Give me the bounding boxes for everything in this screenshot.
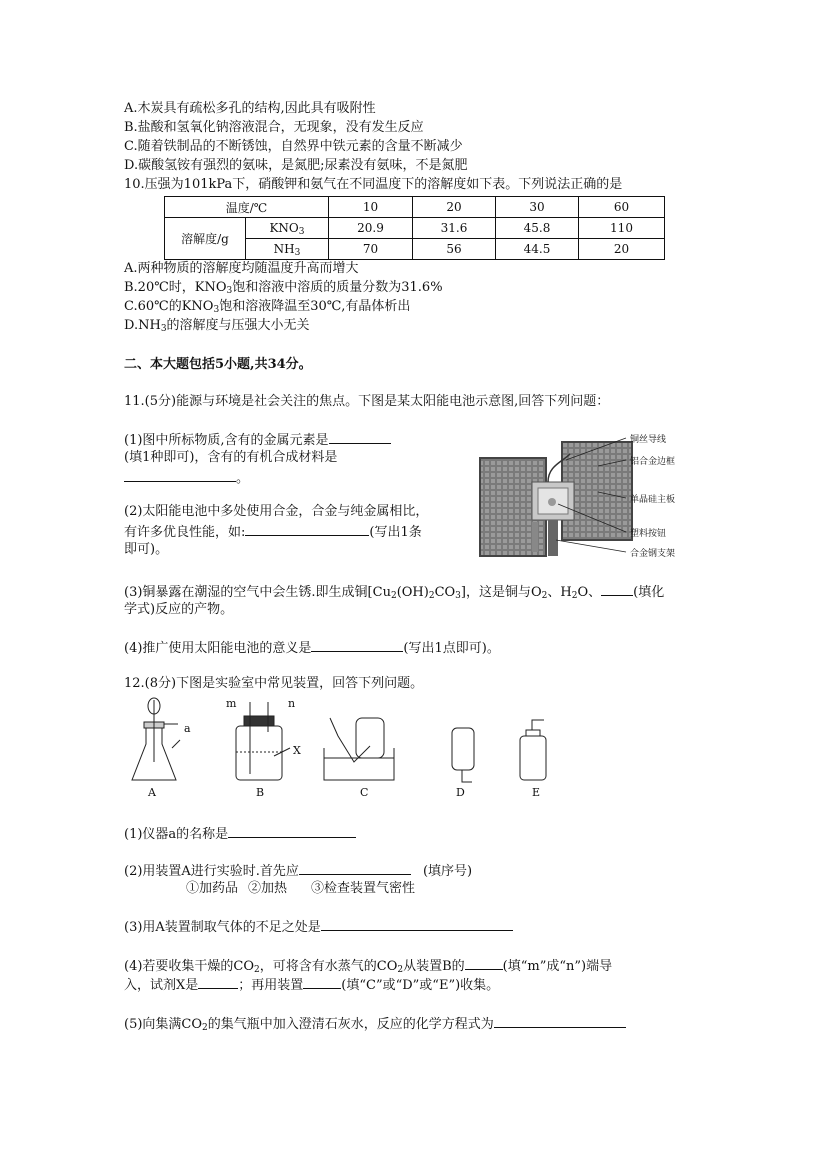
answer-blank[interactable]: [311, 638, 403, 652]
q12-part5: (5)向集满$CO_2$的集气瓶中加入澄清石灰水，反应的化学方程式为: [124, 1014, 626, 1034]
mark-a: a: [184, 722, 191, 735]
value-cell: 70: [329, 239, 413, 260]
temp-cell: 30: [496, 197, 579, 218]
answer-blank[interactable]: [329, 430, 391, 444]
solubility-table: [164, 196, 665, 260]
q10-option-d: $D.NH_3$的溶解度与压强大小无关: [124, 318, 310, 334]
temp-cell: 60: [579, 197, 665, 218]
q12-part2-line1: (2)用装置A进行实验时.首先应 (填序号): [124, 861, 472, 881]
q9-option-a: A.木炭具有疏松多孔的结构,因此具有吸附性: [124, 101, 376, 116]
q12-part3: (3)用A装置制取气体的不足之处是: [124, 917, 513, 937]
value-cell: 44.5: [496, 239, 579, 260]
substance-kno3: $KNO_3$: [246, 218, 329, 239]
q12-stem: 12.(8分)下图是实验室中常见装置，回答下列问题。: [124, 676, 424, 691]
q9-option-b: B.盐酸和氢氧化钠溶液混合，无现象，没有发生反应: [124, 120, 424, 135]
answer-blank[interactable]: [198, 975, 238, 989]
answer-blank[interactable]: [601, 582, 633, 596]
solar-cell-diagram: [478, 436, 714, 566]
q9-option-d: D.碳酸氢铵有强烈的氨味，是氮肥;尿素没有氨味，不是氮肥: [124, 158, 468, 173]
q12-part1: (1)仪器a的名称是: [124, 824, 356, 844]
mark-x: X: [293, 744, 301, 757]
label-silicon-board: 单晶硅主板: [630, 495, 676, 505]
q11-part4: (4)推广使用太阳能电池的意义是 (写出1点即可)。: [124, 638, 500, 658]
answer-blank[interactable]: [299, 861, 411, 875]
label-aluminum-frame: 铝合金边框: [630, 457, 676, 467]
answer-blank[interactable]: [494, 1014, 626, 1028]
temp-cell: 20: [413, 197, 496, 218]
apparatus-label-c: C: [360, 786, 369, 799]
label-plastic-button: 塑料按钮: [630, 529, 667, 539]
lab-apparatus-diagram: [124, 696, 564, 802]
q11-part1-line3: 。: [124, 468, 249, 488]
q11-part2-line3: 即可)。: [124, 542, 169, 557]
value-cell: 56: [413, 239, 496, 260]
q10-option-c: C.60℃的$KNO_3$饱和溶液降温至30℃,有晶体析出: [124, 299, 411, 315]
answer-blank[interactable]: [124, 468, 236, 482]
solubility-label: 溶解度/g: [165, 218, 246, 260]
q11-part2-line2: 有许多优良性能，如: (写出1条: [124, 522, 422, 542]
answer-blank[interactable]: [465, 956, 503, 970]
q12-part4-line2: 入，试剂X是 ；再用装置 (填“C”或“D”或“E”)收集。: [124, 975, 499, 995]
answer-blank[interactable]: [303, 975, 341, 989]
apparatus-label-e: E: [532, 786, 541, 799]
value-cell: 45.8: [496, 218, 579, 239]
q11-part3-line1: (3)铜暴露在潮湿的空气中会生锈.即生成铜$[Cu_2(OH)_2CO_3]$，这是铜与$O_2$、$H_2O$、 (填化: [124, 582, 664, 602]
value-cell: 20.9: [329, 218, 413, 239]
value-cell: 20: [579, 239, 665, 260]
apparatus-label-a: A: [148, 786, 156, 799]
value-cell: 31.6: [413, 218, 496, 239]
q11-part2-line1: (2)太阳能电池中多处使用合金，合金与纯金属相比，: [124, 504, 429, 519]
answer-blank[interactable]: [245, 522, 369, 536]
q11-stem: 11.(5分)能源与环境是社会关注的焦点。下图是某太阳能电池示意图,回答下列问题：: [124, 394, 610, 409]
q10-option-a: A.两种物质的溶解度均随温度升高而增大: [124, 261, 359, 276]
temp-header: 温度/℃: [165, 197, 329, 218]
apparatus-label-d: D: [456, 786, 465, 799]
q11-part1-line2: (填1种即可)，含有的有机合成材料是: [124, 450, 338, 465]
mark-n: n: [288, 697, 296, 710]
answer-blank[interactable]: [228, 824, 356, 838]
section-2-heading: 二、本大题包括5小题,共34分。: [124, 357, 312, 372]
label-copper-wire: 铜丝导线: [630, 435, 667, 445]
q12-part2-choices: ①加药品 ②加热 ③检查装置气密性: [186, 881, 416, 896]
mark-m: m: [226, 697, 237, 710]
q9-option-c: C.随着铁制品的不断锈蚀，自然界中铁元素的含量不断减少: [124, 139, 463, 154]
temp-cell: 10: [329, 197, 413, 218]
q10-option-b: B.20℃时，$KNO_3$饱和溶液中溶质的质量分数为31.6%: [124, 280, 443, 296]
substance-nh3: $NH_3$: [246, 239, 329, 260]
value-cell: 110: [579, 218, 665, 239]
apparatus-label-b: B: [256, 786, 265, 799]
answer-blank[interactable]: [321, 917, 513, 931]
q10-stem: 10.压强为101kPa下，硝酸钾和氨气在不同温度下的溶解度如下表。下列说法正确的是: [124, 177, 623, 192]
q12-part4-line1: (4)若要收集干燥的$CO_2$，可将含有水蒸气的$CO_2$从装置B的 (填“m”成“n”)端导: [124, 956, 612, 976]
q11-part3-line2: 学式)反应的产物。: [124, 602, 234, 617]
label-steel-stand: 合金钢支架: [630, 549, 676, 559]
q11-part1-line1: (1)图中所标物质,含有的金属元素是: [124, 430, 391, 450]
